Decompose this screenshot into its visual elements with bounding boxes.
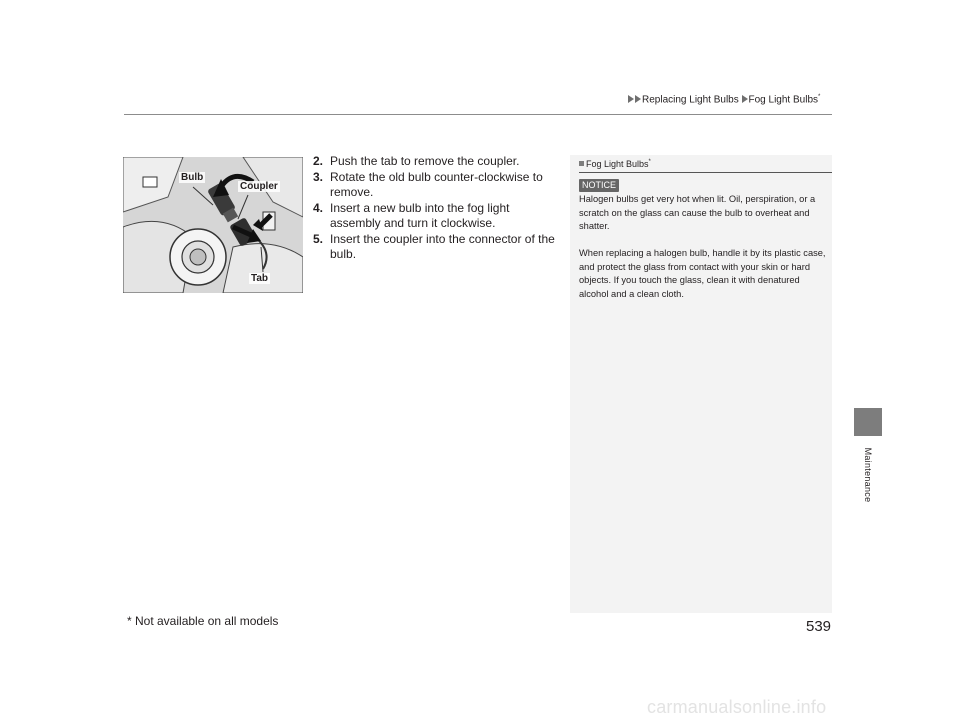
step-text: Insert a new bulb into the fog light assembly and turn it clockwise. xyxy=(330,200,510,230)
breadcrumb-arrow-icon xyxy=(628,95,634,103)
breadcrumb-current: Fog Light Bulbs xyxy=(748,94,819,106)
step-item xyxy=(313,170,558,201)
step-number: 3. xyxy=(313,169,324,184)
callout-coupler: Coupler xyxy=(240,181,278,192)
fog-light-diagram xyxy=(123,157,303,293)
note-paragraph: When replacing a halogen bulb, handle it by its plastic case, and protect the glass from contact with your skin or hard objects. If you touch the glass, clean it with denatured alcohol and a clean cloth. xyxy=(579,248,826,299)
breadcrumb-arrow-icon xyxy=(635,95,641,103)
callout-tab: Tab xyxy=(251,273,269,284)
step-item xyxy=(313,201,558,232)
step-number: 2. xyxy=(313,154,324,168)
note-sidebar xyxy=(570,155,832,613)
note-title-text: Fog Light Bulbs xyxy=(586,159,649,169)
section-tab-marker xyxy=(854,408,882,436)
step-number: 4. xyxy=(313,200,324,215)
step-item xyxy=(313,232,558,263)
breadcrumb-arrow-icon xyxy=(742,95,748,103)
note-marker-icon xyxy=(579,161,584,166)
note-paragraph: Halogen bulbs get very hot when lit. Oil, perspiration, or a scratch on the glass can cause the bulb to overheat and shatter. xyxy=(579,194,816,232)
note-divider xyxy=(579,172,832,173)
fog-light-illustration xyxy=(123,157,303,293)
note-title xyxy=(579,159,651,169)
note-title-asterisk: * xyxy=(648,159,651,165)
step-item xyxy=(313,154,558,170)
watermark: carmanualsonline.info xyxy=(647,697,827,717)
footnote: * Not available on all models xyxy=(127,614,279,628)
section-tab-text: Maintenance xyxy=(863,447,873,503)
breadcrumb xyxy=(628,94,820,105)
breadcrumb-asterisk: * xyxy=(818,94,821,100)
step-text: Rotate the old bulb counter-clockwise to remove. xyxy=(330,169,543,199)
callout-bulb: Bulb xyxy=(181,172,204,183)
page-number: 539 xyxy=(806,618,832,635)
step-text: Push the tab to remove the coupler. xyxy=(330,154,520,168)
section-tab-label xyxy=(854,440,882,510)
header-divider xyxy=(124,114,832,115)
step-text: Insert the coupler into the connector of the bulb. xyxy=(330,231,555,261)
notice-badge: NOTICE xyxy=(579,179,619,192)
step-number: 5. xyxy=(313,231,324,246)
procedure-steps xyxy=(313,154,558,263)
breadcrumb-parent: Replacing Light Bulbs xyxy=(642,94,739,106)
